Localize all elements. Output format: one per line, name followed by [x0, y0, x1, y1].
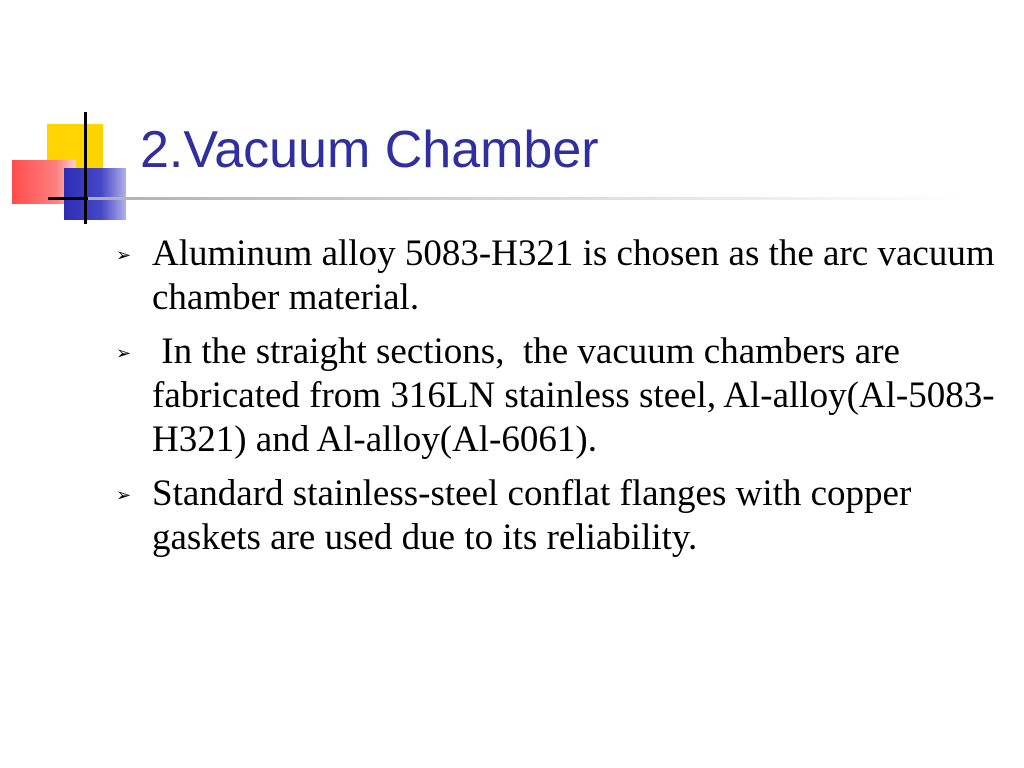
bullet-item — [112, 232, 1002, 320]
slide-title: 2.Vacuum Chamber — [140, 121, 599, 179]
bullet-text: In the straight sections, the vacuum chambers are fabricated from 316LN stainless steel, Al-alloy(Al-5083-H321) and Al-alloy(Al-6061). — [152, 331, 995, 460]
arrow-bullet-icon: ➢ — [116, 485, 132, 506]
arrow-bullet-icon: ➢ — [116, 343, 132, 364]
logo-vertical-line — [84, 112, 87, 224]
bullet-item — [112, 472, 1002, 560]
bullet-item — [112, 330, 1002, 462]
bullet-list — [112, 232, 1002, 570]
arrow-bullet-icon: ➢ — [116, 245, 132, 266]
bullet-text: Standard stainless-steel conflat flanges with copper gaskets are used due to its reliability. — [152, 473, 921, 558]
title-underline — [88, 197, 968, 200]
bullet-text: Aluminum alloy 5083-H321 is chosen as the arc vacuum chamber material. — [152, 233, 1004, 318]
logo-blue-square — [64, 168, 126, 220]
